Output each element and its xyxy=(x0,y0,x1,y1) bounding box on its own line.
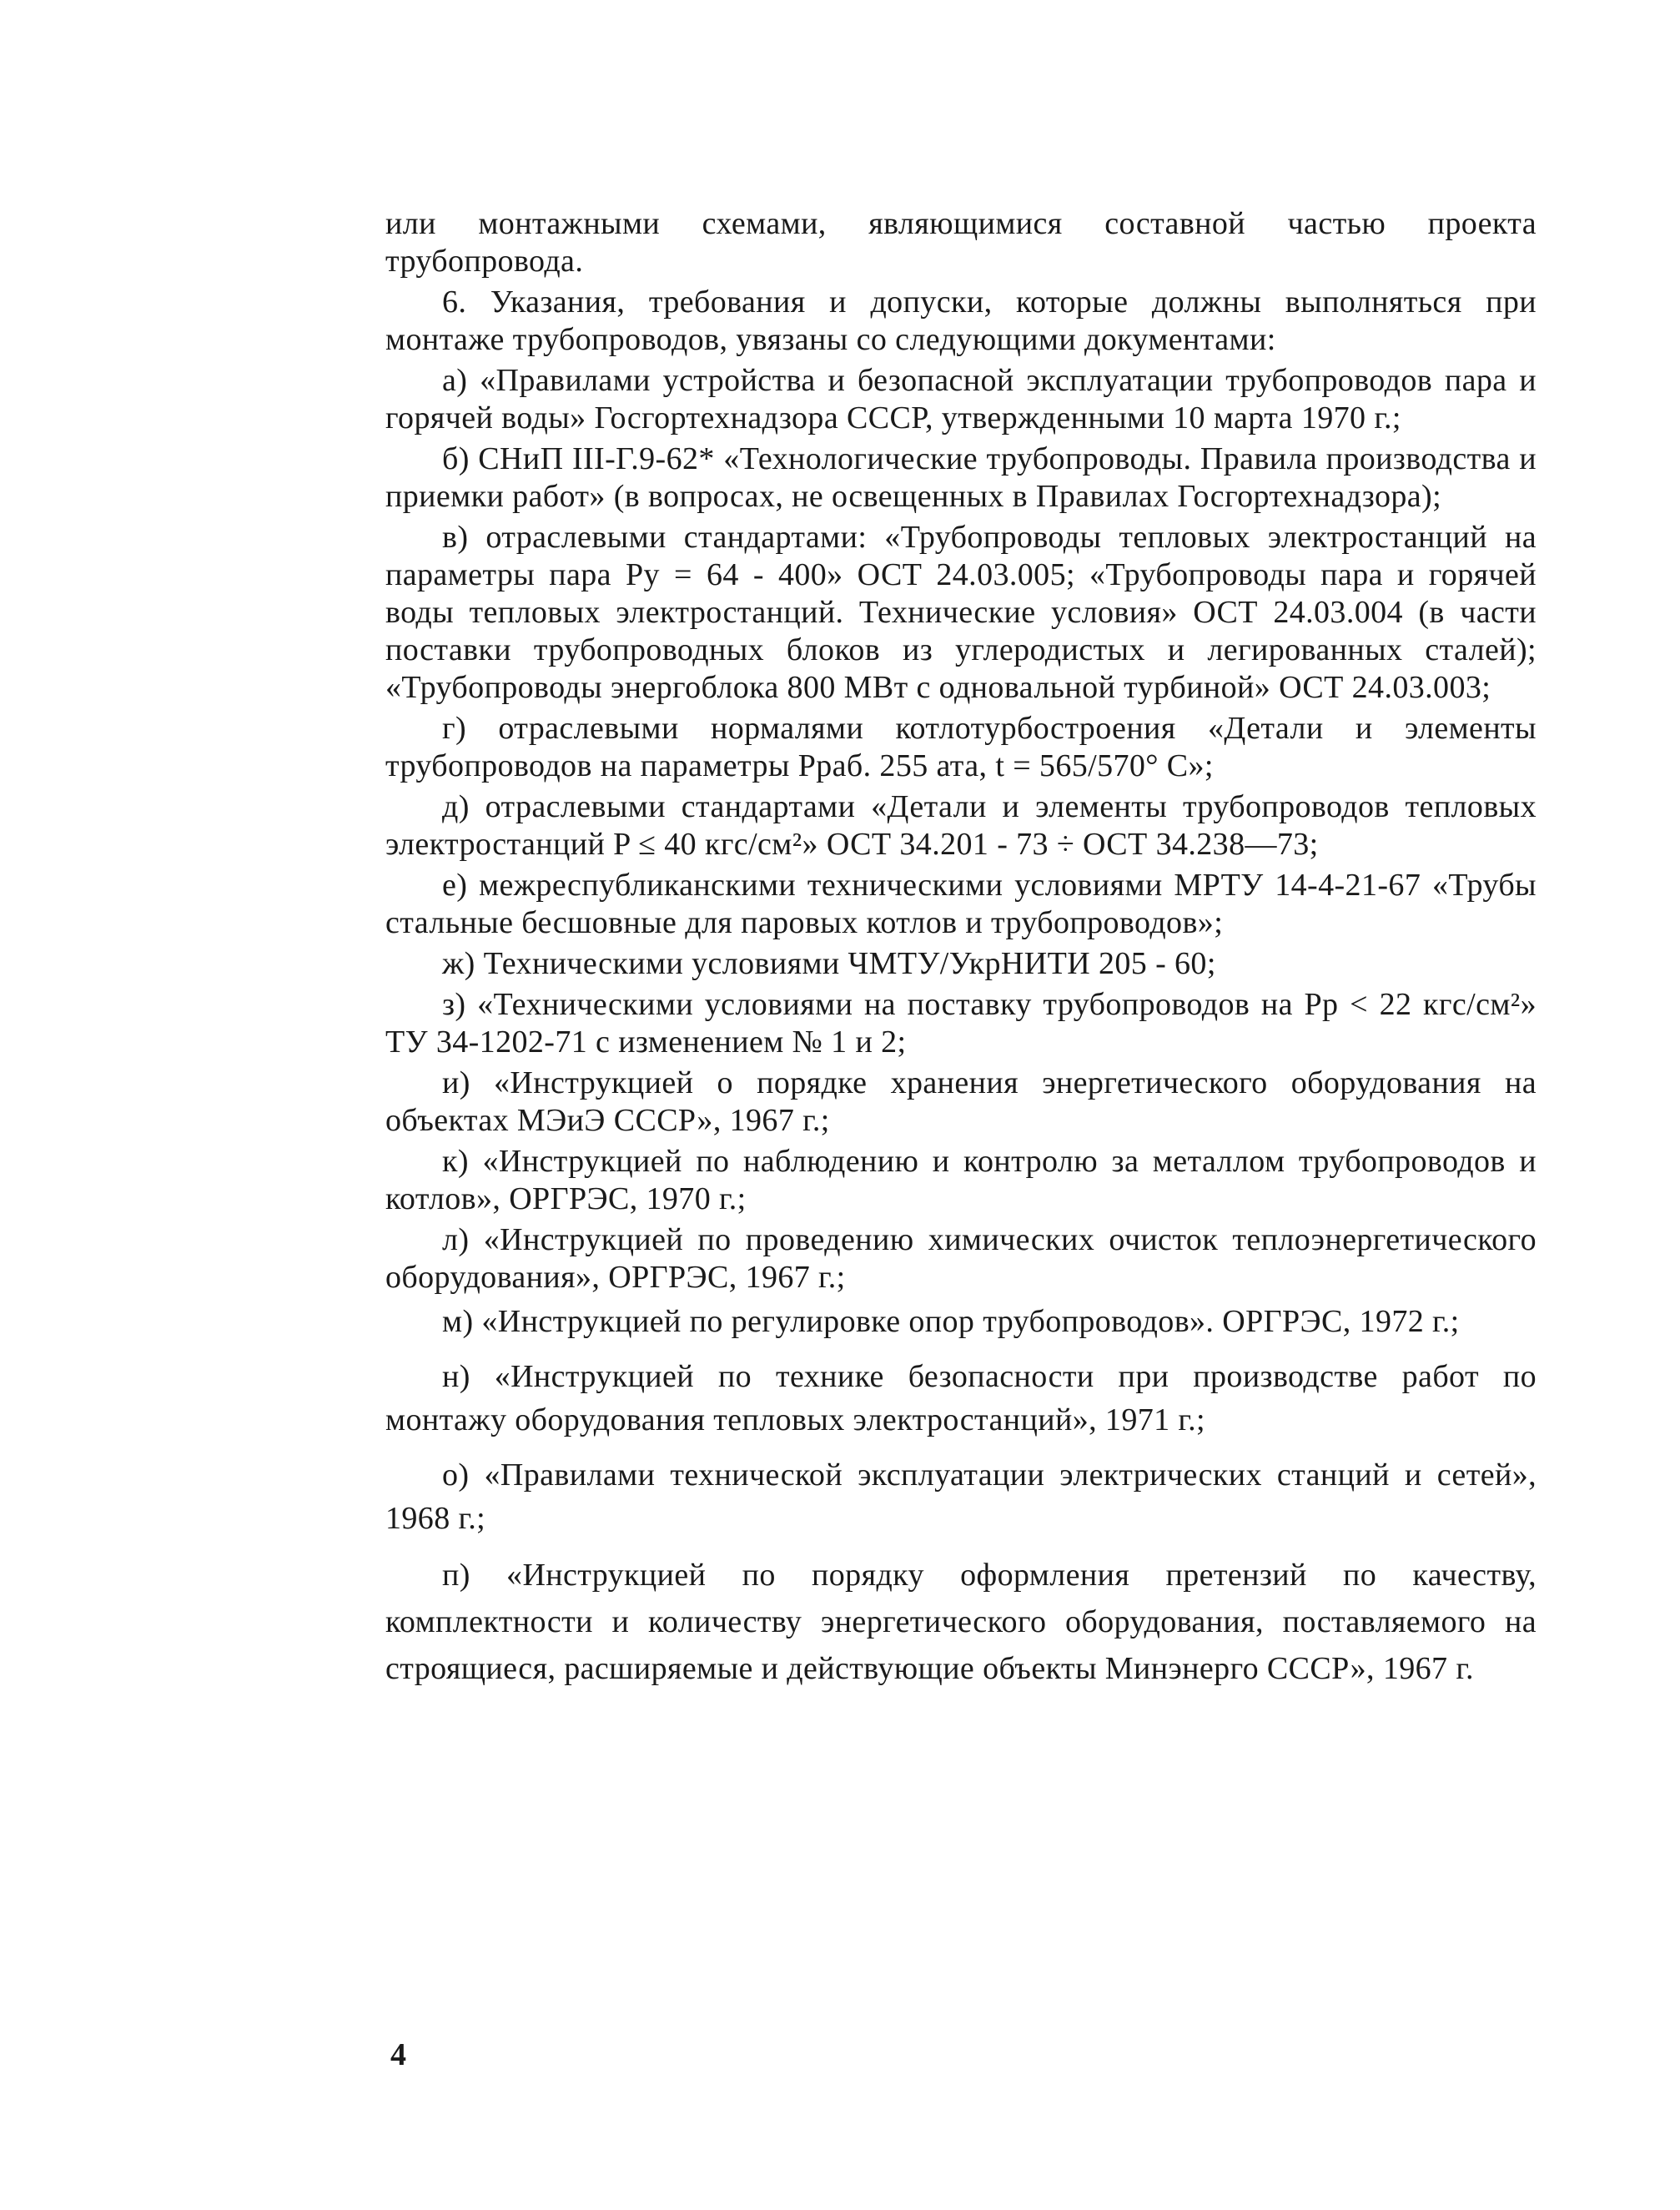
paragraph-continuation: или монтажными схемами, являющимися составной частью проекта трубопровода. xyxy=(385,206,1537,279)
list-item-z: з) «Техническими условиями на поставку трубопроводов на Pр < 22 кгс/см²» ТУ 34-1202-71 с изменением № 1 и 2; xyxy=(385,987,1537,1060)
list-item-p: п) «Инструкцией по порядку оформления претензий по качеству, комплектности и количеству энергетического оборудования, поставляемого на строящиеся, расширяемые и действующие объекты Минэнерго СССР», 1967 г. xyxy=(385,1558,1537,1686)
page-body xyxy=(385,205,1537,1695)
list-item-d: д) отраслевыми стандартами «Детали и элементы трубопроводов тепловых электростанций P ≤ 40 кгс/см²» ОСТ 34.201 - 73 ÷ ОСТ 34.238—73; xyxy=(385,789,1537,862)
list-item-l: л) «Инструкцией по проведению химических очисток теплоэнергетического оборудования», ОРГРЭС, 1967 г.; xyxy=(385,1222,1537,1295)
list-item-e: е) межреспубликанскими техническими условиями МРТУ 14-4-21-67 «Трубы стальные бесшовные для паровых котлов и трубопроводов»; xyxy=(385,868,1537,940)
list-item-v: в) отраслевыми стандартами: «Трубопроводы тепловых электростанций на параметры пара Pу = 64 - 400» ОСТ 24.03.005; «Трубопроводы пара и горячей воды тепловых электростанций. Технические условия» ОСТ 24.03.004 (в части поставки трубопроводных блоков из углеродистых и легированных сталей); «Трубопроводы энергоблока 800 МВт с одновальной турбиной» ОСТ 24.03.003; xyxy=(385,520,1537,705)
list-item-k: к) «Инструкцией по наблюдению и контролю за металлом трубопроводов и котлов», ОРГРЭС, 1970 г.; xyxy=(385,1144,1537,1216)
list-item-i: и) «Инструкцией о порядке хранения энергетического оборудования на объектах МЭиЭ СССР», 1967 г.; xyxy=(385,1065,1537,1138)
list-item-o: о) «Правилами технической эксплуатации электрических станций и сетей», 1968 г.; xyxy=(385,1457,1537,1536)
list-item-m: м) «Инструкцией по регулировке опор трубопроводов». ОРГРЭС, 1972 г.; xyxy=(442,1304,1460,1339)
paragraph-6: 6. Указания, требования и допуски, которые должны выполняться при монтаже трубопроводов, увязаны со следующими документами: xyxy=(385,284,1537,357)
list-item-n: н) «Инструкцией по технике безопасности при производстве работ по монтажу оборудования тепловых электростанций», 1971 г.; xyxy=(385,1359,1537,1437)
list-item-b: б) СНиП III-Г.9-62* «Технологические трубопроводы. Правила производства и приемки работ» (в вопросах, не освещенных в Правилах Госгортехнадзора); xyxy=(385,441,1537,514)
list-item-a: а) «Правилами устройства и безопасной эксплуатации трубопроводов пара и горячей воды» Госгортехнадзора СССР, утвержденными 10 марта 1970 г.; xyxy=(385,363,1537,435)
list-item-zh: ж) Техническими условиями ЧМТУ/УкрНИТИ 205 - 60; xyxy=(442,946,1216,981)
page-number: 4 xyxy=(390,2037,406,2072)
list-item-g: г) отраслевыми нормалями котлотурбостроения «Детали и элементы трубопроводов на параметры Pраб. 255 ата, t = 565/570° С»; xyxy=(385,711,1537,783)
